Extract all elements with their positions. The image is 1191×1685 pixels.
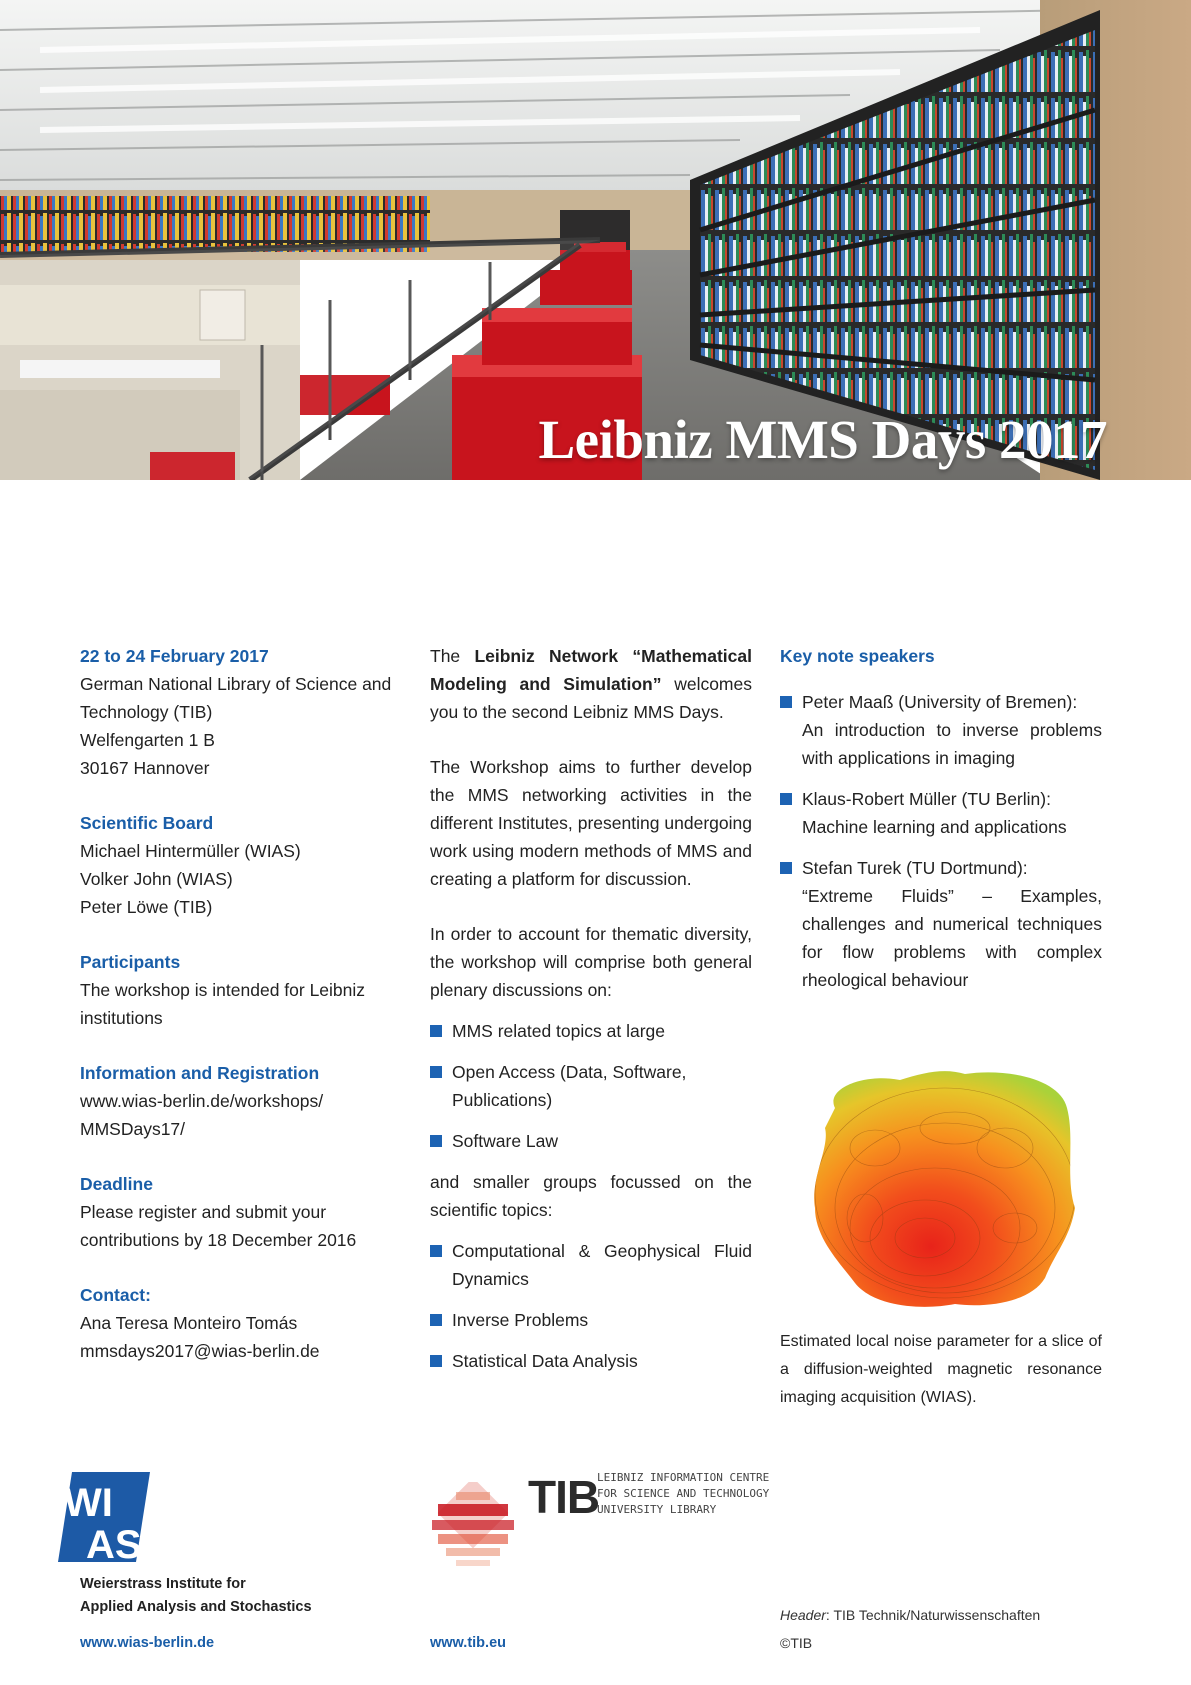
venue-line: Welfengarten 1 B — [80, 730, 215, 750]
participants-section — [80, 948, 410, 1032]
speakers-column — [780, 642, 1102, 994]
registration-link[interactable] — [80, 1087, 410, 1143]
noise-heatmap-figure — [805, 1068, 1085, 1316]
speaker-name: Peter Maaß (University of Bremen): — [802, 692, 1078, 712]
figure-caption: Estimated local noise parameter for a slice of a diffusion-weighted magnetic resonance imaging acquisition (WIAS). — [780, 1333, 1102, 1406]
info-heading: Information and Registration — [80, 1063, 320, 1083]
date-section — [80, 642, 410, 782]
speaker-item — [780, 785, 1102, 841]
wias-name — [80, 1573, 312, 1619]
tib-tagline-line: FOR SCIENCE AND TECHNOLOGY — [597, 1487, 770, 1500]
wias-logo — [58, 1472, 150, 1562]
wias-logo-text-bottom: AS — [86, 1523, 142, 1562]
board-member: Volker John (WIAS) — [80, 869, 233, 889]
tib-url-link[interactable]: www.tib.eu — [430, 1635, 506, 1651]
speaker-name: Stefan Turek (TU Dortmund): — [802, 858, 1028, 878]
tib-tagline — [597, 1470, 769, 1518]
credit-text: : TIB Technik/Naturwissenschaften — [825, 1607, 1041, 1623]
order-paragraph: In order to account for thematic diversity, the workshop will comprise both general plenary discussions on: — [430, 924, 752, 1000]
registration-url-line[interactable]: www.wias-berlin.de/workshops/ — [80, 1091, 324, 1111]
plenary-topic-item: Open Access (Data, Software, Publications) — [430, 1058, 752, 1114]
smaller-groups-paragraph: and smaller groups focussed on the scientific topics: — [430, 1172, 752, 1220]
tib-cube-logo — [428, 1482, 518, 1572]
registration-url-line[interactable]: MMSDays17/ — [80, 1119, 186, 1139]
event-details-column — [80, 642, 410, 1392]
contact-section — [80, 1281, 410, 1365]
board-member: Michael Hintermüller (WIAS) — [80, 841, 301, 861]
contact-email[interactable]: mmsdays2017@wias-berlin.de — [80, 1341, 320, 1361]
aims-paragraph: The Workshop aims to further develop the MMS networking activities in the different Institutes, presenting undergoing work using modern methods of MMS and creating a platform for discussion. — [430, 757, 752, 889]
plenary-topic-item: Software Law — [430, 1127, 752, 1155]
credit-label: Header — [780, 1607, 826, 1623]
board-member: Peter Löwe (TIB) — [80, 897, 213, 917]
speaker-talk: Machine learning and applications — [802, 817, 1067, 837]
participants-text: The workshop is intended for Leibniz institutions — [80, 980, 366, 1028]
contact-name: Ana Teresa Monteiro Tomás — [80, 1313, 298, 1333]
tib-tagline-line: UNIVERSITY LIBRARY — [597, 1503, 717, 1516]
venue-line: 30167 Hannover — [80, 758, 210, 778]
photo-credit — [780, 1604, 1040, 1627]
page-title: Leibniz MMS Days 2017 — [538, 409, 1107, 470]
intro-pre: The — [430, 646, 475, 666]
copyright: ©TIB — [780, 1635, 813, 1651]
speaker-name: Klaus-Robert Müller (TU Berlin): — [802, 789, 1051, 809]
scientific-topic-item: Statistical Data Analysis — [430, 1347, 752, 1375]
speaker-talk: “Extreme Fluids” – Examples, challenges and numerical techniques for flow problems with complex rheological behaviour — [802, 886, 1102, 990]
scientific-topic-item: Computational & Geophysical Fluid Dynamics — [430, 1237, 752, 1293]
speaker-item — [780, 854, 1102, 994]
speaker-item — [780, 688, 1102, 772]
wias-name-line: Applied Analysis and Stochastics — [80, 1599, 312, 1615]
intro-paragraph — [430, 642, 752, 726]
intro-post: welcomes you to the second Leibniz MMS Days. — [430, 674, 752, 722]
wias-logo-text-top: WI — [64, 1481, 113, 1525]
venue-line: German National Library of Science and Technology (TIB) — [80, 674, 392, 722]
header-photo — [0, 0, 1191, 480]
board-heading: Scientific Board — [80, 813, 214, 833]
deadline-section — [80, 1170, 410, 1254]
speakers-heading: Key note speakers — [780, 646, 935, 666]
participants-heading: Participants — [80, 952, 181, 972]
deadline-heading: Deadline — [80, 1174, 153, 1194]
wias-name-line: Weierstrass Institute for — [80, 1576, 246, 1592]
network-name: Leibniz Network “Mathematical Modeling and Simulation” — [430, 646, 752, 694]
contact-heading: Contact: — [80, 1285, 151, 1305]
date-heading: 22 to 24 February 2017 — [80, 646, 269, 666]
tib-logo-text: TIB — [528, 1471, 600, 1523]
scientific-board-section — [80, 809, 410, 921]
scientific-topic-item: Inverse Problems — [430, 1306, 752, 1334]
registration-section — [80, 1059, 410, 1143]
tib-tagline-line: LEIBNIZ INFORMATION CENTRE — [597, 1471, 770, 1484]
plenary-topic-item: MMS related topics at large — [430, 1017, 752, 1045]
wias-url-link[interactable]: www.wias-berlin.de — [80, 1635, 215, 1651]
deadline-text: Please register and submit your contributions by 18 December 2016 — [80, 1202, 357, 1250]
speaker-talk: An introduction to inverse problems with applications in imaging — [802, 720, 1102, 768]
workshop-description-column — [430, 642, 752, 1375]
